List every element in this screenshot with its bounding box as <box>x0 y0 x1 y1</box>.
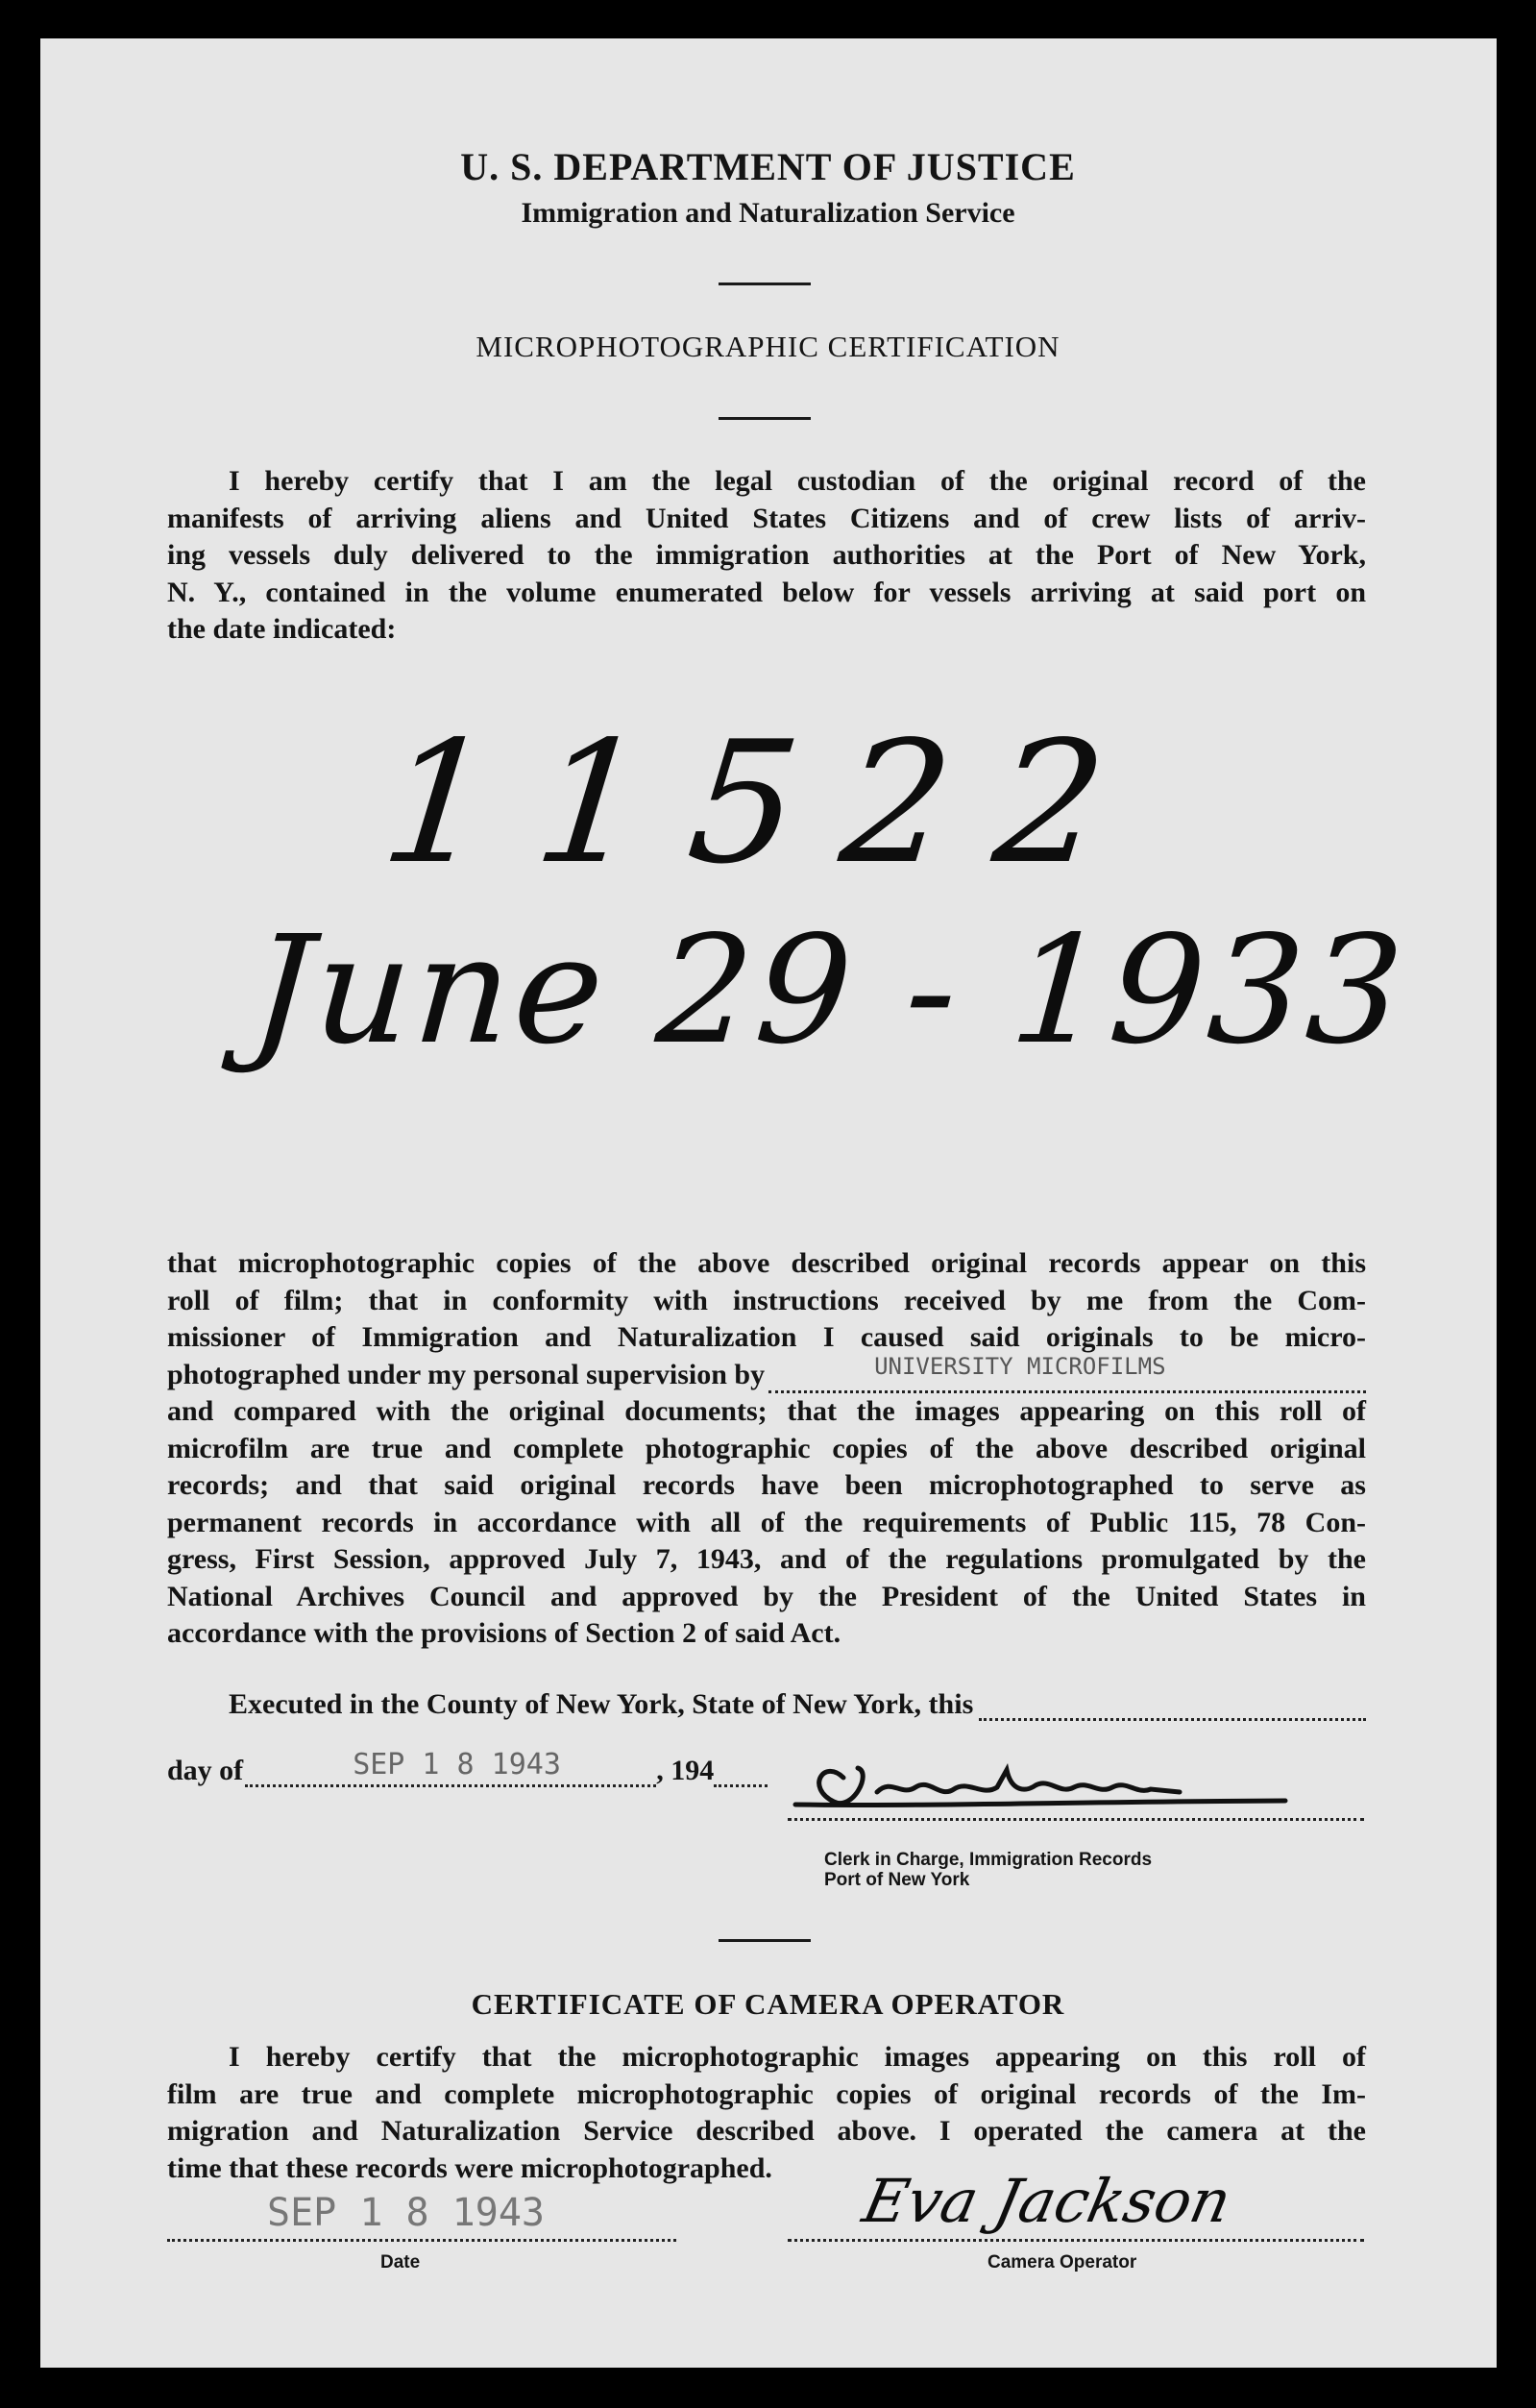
year-field <box>714 1761 768 1787</box>
camera-paragraph <box>167 2039 1366 2187</box>
text-line: roll of film; that in conformity with instructions received by me from the Com- <box>167 1284 1366 1316</box>
clerk-signature-line <box>788 1818 1364 1821</box>
text-line: migration and Naturalization Service described above. I operated the camera at the <box>167 2115 1366 2147</box>
text-line: I hereby certify that I am the legal custodian of the original record of the <box>229 465 1366 497</box>
executed-day-field <box>979 1695 1366 1721</box>
operator-signature: Eva Jackson <box>857 2166 1237 2236</box>
divider <box>719 1939 811 1942</box>
date-label: Date <box>380 2252 421 2273</box>
text-line: ing vessels duly delivered to the immigration authorities at the Port of New York, <box>167 539 1366 571</box>
service-subheading: Immigration and Naturalization Service <box>521 197 1015 229</box>
date-field <box>245 1748 656 1787</box>
certification-title: MICROPHOTOGRAPHIC CERTIFICATION <box>475 330 1061 363</box>
clerk-signature <box>786 1749 1295 1826</box>
text-line: missioner of Immigration and Naturalization I caused said originals to be micro- <box>167 1321 1366 1353</box>
camera-certificate-title: CERTIFICATE OF CAMERA OPERATOR <box>471 1987 1065 2021</box>
year-prefix: , 194 <box>656 1755 715 1786</box>
intro-paragraph <box>167 463 1366 649</box>
text-line: the date indicated: <box>167 613 397 645</box>
department-heading: U. S. DEPARTMENT OF JUSTICE <box>460 145 1076 188</box>
divider <box>719 417 811 420</box>
camera-date-stamp: SEP 1 8 1943 <box>267 2191 545 2235</box>
text-line: time that these records were microphotographed. <box>167 2151 772 2184</box>
text-line: gress, First Session, approved July 7, 1943, and of the regulations promulgated by the <box>167 1543 1366 1575</box>
text-line: I hereby certify that the microphotographic images appearing on this roll of <box>229 2041 1366 2073</box>
divider <box>719 283 811 285</box>
text-line: microfilm are true and complete photographic copies of the above described original <box>167 1432 1366 1464</box>
text-line <box>167 1353 1366 1394</box>
text-line: records; and that said original records have been microphotographed to serve as <box>167 1469 1366 1501</box>
handwritten-date: June 29 - 1933 <box>245 903 1412 1077</box>
provider-field <box>768 1353 1366 1393</box>
executed-text: Executed in the County of New York, State of New York, this <box>229 1688 974 1720</box>
text-line: National Archives Council and approved by the President of the United States in <box>167 1580 1366 1612</box>
text-line: and compared with the original documents; that the images appearing on this roll of <box>167 1395 1366 1427</box>
operator-signature-line <box>788 2239 1364 2242</box>
day-of-line <box>167 1748 768 1787</box>
day-of-label: day of <box>167 1755 244 1786</box>
date-signature-line <box>167 2239 676 2242</box>
text-line: film are true and complete microphotographic copies of original records of the Im- <box>167 2077 1366 2110</box>
body-paragraph <box>167 1245 1366 1653</box>
text-line: N. Y., contained in the volume enumerated below for vessels arriving at said port on <box>167 576 1366 608</box>
text-line: accordance with the provisions of Section 2 of said Act. <box>167 1617 841 1649</box>
executed-line <box>229 1688 1366 1721</box>
date-stamp: SEP 1 8 1943 <box>353 1748 561 1781</box>
operator-label: Camera Operator <box>987 2252 1137 2273</box>
provider-stamp: UNIVERSITY MICROFILMS <box>874 1353 1166 1380</box>
text-line: that microphotographic copies of the above described original records appear on this <box>167 1247 1366 1279</box>
text-fragment: photographed under my personal supervision by <box>167 1358 766 1390</box>
clerk-port: Port of New York <box>824 1870 970 1890</box>
text-line: permanent records in accordance with all of the requirements of Public 115, 78 Con- <box>167 1506 1366 1538</box>
clerk-title: Clerk in Charge, Immigration Records <box>824 1850 1153 1870</box>
handwritten-volume-number: 11522 <box>374 706 1160 901</box>
text-line: manifests of arriving aliens and United States Citizens and of crew lists of arriv- <box>167 502 1366 534</box>
